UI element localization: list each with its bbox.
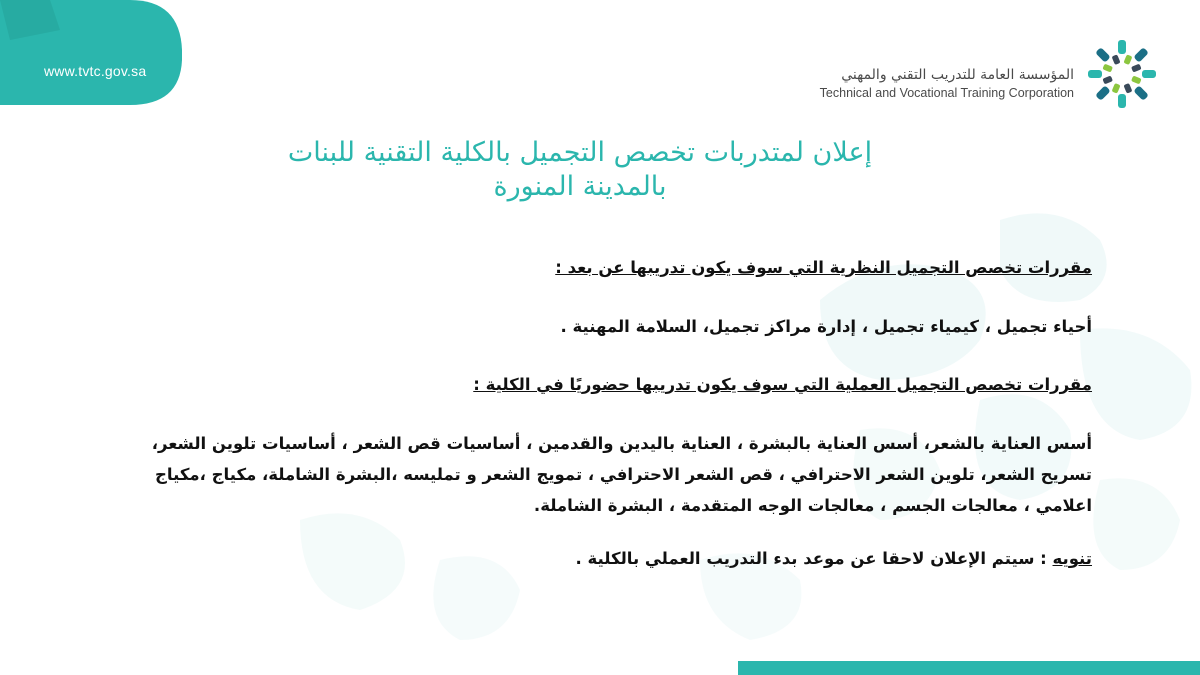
- footer-accent-bar: [738, 661, 1200, 675]
- practical-courses-heading: مقررات تخصص التجميل العملية التي سوف يكون تدريبها حضوريًا في الكلية :: [473, 375, 1092, 394]
- organization-name-english: Technical and Vocational Training Corporation: [819, 86, 1074, 100]
- notice-text: : سيتم الإعلان لاحقا عن موعد بدء التدريب العملي بالكلية .: [575, 549, 1047, 568]
- organization-name-arabic: المؤسسة العامة للتدريب التقني والمهني: [841, 67, 1074, 83]
- practical-courses-line-1: أسس العناية بالشعر، أسس العناية بالبشرة ، العناية باليدين والقدمين ، أساسيات قص الشعر ، أساسيات تلوين الشعر،: [151, 434, 1092, 453]
- title-line-1: إعلان لمتدربات تخصص التجميل بالكلية التقنية للبنات: [287, 137, 873, 168]
- notice: [132, 543, 1092, 574]
- announcement-body: [132, 253, 1092, 574]
- website-url[interactable]: www.tvtc.gov.sa: [44, 63, 147, 79]
- organization-name: [820, 66, 1074, 101]
- theory-courses-list: أحياء تجميل ، كيمياء تجميل ، إدارة مراكز تجميل، السلامة المهنية .: [560, 317, 1092, 336]
- tvtc-star-logo-icon: [1086, 38, 1158, 112]
- page-title: [220, 136, 940, 204]
- practical-courses-line-3: اعلامي ، معالجات الجسم ، معالجات الوجه المتقدمة ، البشرة الشاملة.: [533, 496, 1092, 515]
- notice-label: تنويه: [1052, 549, 1092, 568]
- title-line-2: بالمدينة المنورة: [493, 171, 667, 202]
- theory-courses-heading: مقررات تخصص التجميل النظرية التي سوف يكون تدريبها عن بعد :: [555, 258, 1092, 277]
- practical-courses-line-2: تسريح الشعر، تلوين الشعر الاحترافي ، قص الشعر الاحترافي ، تمويج الشعر و تمليسه ،البشرة الشاملة، مكياج ،مكياج: [155, 465, 1092, 484]
